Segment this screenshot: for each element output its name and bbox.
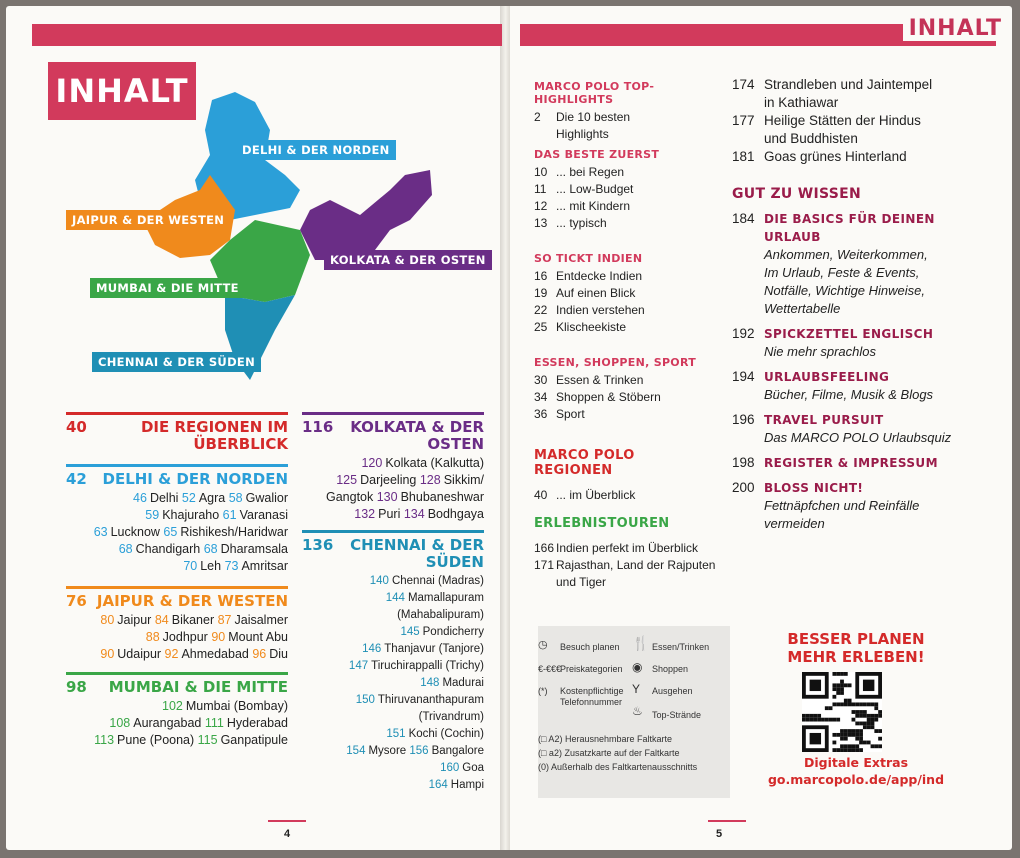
gzw-subtitle: Ankommen, Weiterkommen, — [764, 247, 928, 262]
toc-page-number: 34 — [534, 390, 548, 404]
entry-place-name: Jaisalmer — [234, 613, 288, 627]
entry-page-number: 92 — [164, 647, 179, 661]
gut-zu-wissen-item — [732, 210, 994, 318]
entry-page-number: 154 — [346, 745, 366, 757]
more-tours-entries — [732, 76, 992, 166]
section-so-tickt — [534, 252, 714, 336]
legend-faltkarte-2: (□ a2) Zusatzkarte auf der Faltkarte — [538, 748, 680, 758]
east-title-line2: OSTEN — [427, 435, 484, 453]
gut-zu-wissen-item — [732, 368, 994, 404]
entry-place-name: Gwalior — [245, 491, 288, 505]
toc-row — [534, 285, 714, 302]
entry-place-name: Agra — [198, 491, 229, 505]
region-south — [302, 530, 484, 794]
gzw-title: BLOSS NICHT! — [764, 481, 864, 495]
toc-row — [732, 148, 992, 166]
entry-place-name: Mamallapuram (Mahabalipuram) — [397, 592, 484, 621]
top-highlights-head: MARCO POLO TOP-HIGHLIGHTS — [534, 80, 655, 106]
toc-entry-text: Essen & Trinken — [556, 373, 644, 387]
entry-page-number: 164 — [428, 779, 448, 791]
toc-row — [534, 302, 714, 319]
entry-page-number: 46 — [133, 491, 147, 505]
entry-place-name: Aurangabad — [133, 716, 205, 730]
toc-page-number — [534, 126, 556, 143]
entry-place-name: Pondicherry — [422, 626, 484, 638]
gzw-page-number: 184 — [732, 211, 755, 226]
toc-page-number: 12 — [534, 199, 548, 213]
entry-page-number: 134 — [403, 507, 425, 521]
entry-place-name: Tiruchirappalli (Trichy) — [371, 660, 484, 672]
toc-row — [534, 198, 714, 215]
legend-strand: Top-Strände — [652, 710, 702, 720]
entry-page-number: 150 — [355, 694, 375, 706]
toc-entry-text: ... im Überblick — [556, 488, 636, 502]
entry-page-number: 63 — [93, 525, 108, 539]
toc-page-number: 36 — [534, 407, 548, 421]
entry-page-number: 68 — [118, 542, 133, 556]
toc-page-number — [534, 574, 556, 591]
toc-entry-text: und Buddhisten — [764, 131, 858, 146]
entry-place-name: Darjeeling — [360, 473, 420, 487]
entry-page-number: 128 — [419, 473, 441, 487]
gzw-subtitle: Bücher, Filme, Musik & Blogs — [764, 387, 934, 402]
legend-besuch: Besuch planen — [560, 642, 620, 652]
entry-place-name: Madurai — [442, 677, 484, 689]
toc-entry-text: Klischeekiste — [556, 320, 627, 334]
toc-row — [534, 215, 714, 232]
toc-page-number: 10 — [534, 165, 548, 179]
section-beste-zuerst — [534, 148, 714, 232]
gzw-title: REGISTER & IMPRESSUM — [764, 456, 938, 470]
gzw-title: URLAUB — [764, 230, 821, 244]
entry-page-number: 65 — [163, 525, 178, 539]
entry-page-number: 148 — [420, 677, 440, 689]
toc-row — [534, 164, 714, 181]
region-entry-line — [302, 573, 484, 590]
east-title-line1: KOLKATA & DER — [350, 418, 484, 436]
region-entry-line — [302, 692, 484, 726]
legend-faltkarte-1: (□ A2) Herausnehmbare Faltkarte — [538, 734, 672, 744]
gzw-subtitle: Wettertabelle — [764, 301, 841, 316]
toc-page-number: 16 — [534, 269, 548, 283]
entry-place-name: Jodhpur — [162, 630, 212, 644]
toc-entry-text: Sport — [556, 407, 585, 421]
entry-page-number: 147 — [348, 660, 369, 672]
entry-place-name: Kolkata (Kalkutta) — [385, 456, 484, 470]
gzw-page-number: 198 — [732, 455, 755, 470]
gut-zu-wissen-head: GUT ZU WISSEN — [732, 186, 862, 202]
toc-page-number: 181 — [732, 149, 755, 164]
india-map — [60, 80, 480, 390]
region-entry-line — [66, 732, 288, 749]
toc-row — [732, 76, 992, 94]
toc-page-number: 2 — [534, 110, 541, 124]
toc-row — [534, 389, 714, 406]
region-entry-line — [66, 541, 288, 558]
entry-place-name: Bodhgaya — [427, 507, 484, 521]
legend-faltkarte-3: (0) Außerhalb des Faltkartenausschnitts — [538, 762, 698, 772]
entry-page-number: 58 — [228, 491, 243, 505]
region-north — [66, 464, 288, 575]
region-west — [66, 586, 288, 663]
left-top-bar — [32, 24, 502, 46]
section-regionen — [534, 448, 714, 504]
entry-place-name: Jaipur — [117, 613, 155, 627]
toc-entry-text: Indien verstehen — [556, 303, 645, 317]
entry-page-number: 52 — [181, 491, 196, 505]
legend-essen: Essen/Trinken — [652, 642, 710, 652]
south-title-line1: CHENNAI & DER — [350, 536, 484, 554]
gzw-subtitle: Notfälle, Wichtige Hinweise, — [764, 283, 926, 298]
entry-page-number: 96 — [252, 647, 267, 661]
entry-page-number: 151 — [386, 728, 406, 740]
entry-page-number: 73 — [224, 559, 239, 573]
entry-place-name: Varanasi — [239, 508, 288, 522]
west-title: JAIPUR & DER WESTEN — [96, 592, 288, 610]
entry-page-number: 87 — [217, 613, 232, 627]
beste-zuerst-head: DAS BESTE ZUERST — [534, 148, 660, 161]
region-entry-line — [66, 698, 288, 715]
entry-page-number: 146 — [362, 643, 382, 655]
east-page-number: 116 — [302, 418, 334, 436]
region-middle — [66, 672, 288, 749]
beste-zuerst-rows — [534, 164, 714, 232]
region-entry-line — [302, 743, 484, 777]
entry-place-name: Lucknow — [110, 525, 164, 539]
section-more-tours — [732, 76, 992, 166]
toc-row — [732, 130, 992, 148]
middle-entries — [66, 698, 288, 749]
region-entry-line — [66, 507, 288, 524]
gzw-subtitle: Im Urlaub, Feste & Events, — [764, 265, 920, 280]
entry-place-name: Goa — [462, 762, 484, 774]
toc-entry-text: und Tiger — [556, 575, 607, 589]
right-page-number: 5 — [716, 828, 723, 840]
palm-tree-icon: ♨ — [632, 704, 643, 718]
toc-entry-text: ... Low-Budget — [556, 182, 634, 196]
entry-place-name: Bikaner — [171, 613, 218, 627]
map-label-south: CHENNAI & DER SÜDEN — [92, 352, 261, 372]
legend-preis-symbol: €-€€€ — [538, 664, 562, 674]
region-entry-line — [66, 612, 288, 629]
entry-page-number: 144 — [385, 592, 405, 604]
entry-page-number: 59 — [145, 508, 160, 522]
entry-page-number: 61 — [222, 508, 237, 522]
entry-page-number: 156 — [409, 745, 429, 757]
right-page-number-rule — [708, 820, 746, 822]
entry-place-name: Ganpatipule — [220, 733, 288, 747]
right-page-title: INHALT — [903, 16, 1008, 41]
east-entries — [302, 455, 484, 523]
top-highlights-rows — [534, 109, 714, 143]
gut-zu-wissen-item — [732, 479, 994, 533]
region-entry-line — [302, 489, 484, 506]
west-entries — [66, 612, 288, 663]
entry-place-name: Thanjavur (Tanjore) — [384, 643, 484, 655]
entry-place-name: Gangtok — [326, 490, 377, 504]
toc-entry-text: Shoppen & Stöbern — [556, 390, 661, 404]
entry-place-name: Udaipur — [117, 647, 165, 661]
toc-row — [732, 112, 992, 130]
region-overview — [66, 412, 288, 453]
basket-icon: ◉ — [632, 660, 643, 674]
region-entry-line — [302, 641, 484, 658]
entry-place-name: Mysore — [368, 745, 410, 757]
toc-row — [534, 268, 714, 285]
gzw-page-number: 200 — [732, 480, 755, 495]
entry-page-number: 120 — [361, 456, 383, 470]
entry-page-number: 88 — [145, 630, 160, 644]
region-entry-line — [302, 455, 484, 472]
section-gut-zu-wissen — [732, 186, 994, 540]
map-label-middle: MUMBAI & DIE MITTE — [90, 278, 245, 298]
toc-entry-text: Rajasthan, Land der Rajputen — [556, 558, 716, 572]
gzw-page-number: 192 — [732, 326, 755, 341]
entry-page-number: 90 — [100, 647, 115, 661]
region-entry-line — [66, 715, 288, 732]
toc-page-number: 19 — [534, 286, 548, 300]
entry-place-name: Hyderabad — [226, 716, 288, 730]
so-tickt-head: SO TICKT INDIEN — [534, 252, 643, 265]
essen-rows — [534, 372, 714, 423]
toc-page-number: 25 — [534, 320, 548, 334]
promo-extras — [742, 754, 970, 788]
entry-page-number: 115 — [197, 733, 218, 747]
toc-row — [732, 94, 992, 112]
toc-page-number: 171 — [534, 558, 555, 572]
toc-row — [534, 487, 714, 504]
middle-title: MUMBAI & DIE MITTE — [108, 678, 288, 696]
toc-page-number: 166 — [534, 541, 555, 555]
left-page-number-rule — [268, 820, 306, 822]
gzw-subtitle: Das MARCO POLO Urlaubsquiz — [764, 430, 952, 445]
overview-page-number: 40 — [66, 418, 87, 436]
toc-row — [534, 126, 714, 143]
toc-row — [534, 406, 714, 423]
regionen-rows — [534, 487, 714, 504]
entry-place-name: Thiruvananthapuram (Trivandrum) — [377, 694, 484, 723]
map-label-east: KOLKATA & DER OSTEN — [324, 250, 492, 270]
south-title-line2: SÜDEN — [425, 553, 484, 571]
south-rule — [302, 530, 484, 533]
region-entry-line — [302, 658, 484, 675]
toc-entry-text: Die 10 besten — [556, 110, 631, 124]
promo-url[interactable]: go.marcopolo.de/app/ind — [767, 772, 945, 787]
section-top-highlights — [534, 80, 714, 143]
toc-entry-text: Indien perfekt im Überblick — [556, 541, 699, 555]
entry-page-number: 113 — [94, 733, 115, 747]
legend-ausgehen: Ausgehen — [652, 686, 693, 696]
promo-line-1: BESSER PLANEN — [787, 630, 925, 648]
region-entry-line — [302, 726, 484, 743]
middle-rule — [66, 672, 288, 675]
legend-preis: Preiskategorien — [560, 664, 623, 674]
section-erlebnistouren — [534, 516, 724, 591]
north-rule — [66, 464, 288, 467]
entry-place-name: Rishikesh/Haridwar — [180, 525, 288, 539]
region-east — [302, 412, 484, 523]
entry-page-number: 68 — [203, 542, 218, 556]
clock-icon: ◷ — [538, 639, 548, 651]
toc-entry-text: Goas grünes Hinterland — [764, 149, 907, 164]
toc-page-number: 174 — [732, 77, 755, 92]
erlebnistouren-rows — [534, 540, 724, 591]
middle-page-number: 98 — [66, 678, 87, 696]
section-essen — [534, 356, 714, 423]
entry-page-number: 70 — [183, 559, 198, 573]
toc-page-number: 177 — [732, 113, 755, 128]
toc-row — [534, 181, 714, 198]
erlebnistouren-head: ERLEBNISTOUREN — [534, 516, 670, 531]
entry-place-name: Chennai (Madras) — [391, 575, 484, 587]
toc-entry-text: Entdecke Indien — [556, 269, 643, 283]
essen-head: ESSEN, SHOPPEN, SPORT — [534, 356, 697, 369]
qr-code[interactable] — [802, 672, 882, 752]
toc-page-number: 40 — [534, 488, 548, 502]
north-entries — [66, 490, 288, 575]
toc-entry-text: ... bei Regen — [556, 165, 625, 179]
entry-place-name: Khajuraho — [162, 508, 223, 522]
so-tickt-rows — [534, 268, 714, 336]
legend-kosten-symbol: (*) — [538, 686, 548, 696]
entry-place-name: Ahmedabad — [181, 647, 253, 661]
entry-place-name: Pune (Poona) — [117, 733, 198, 747]
east-rule — [302, 412, 484, 415]
legend-kosten-2: Telefonnummer — [560, 697, 623, 707]
entry-place-name: Leh — [200, 559, 225, 573]
fork-knife-icon: 🍴 — [632, 635, 650, 651]
entry-page-number: 132 — [354, 507, 376, 521]
entry-page-number: 140 — [369, 575, 389, 587]
entry-page-number: 145 — [400, 626, 420, 638]
entry-place-name: Kochi (Cochin) — [408, 728, 484, 740]
page-title: INHALT — [48, 62, 196, 120]
promo-headline — [742, 630, 970, 666]
gzw-page-number: 194 — [732, 369, 755, 384]
overview-title-line2: ÜBERBLICK — [193, 435, 288, 453]
region-entry-line — [302, 506, 484, 523]
entry-place-name: Dharamsala — [220, 542, 288, 556]
toc-page-number: 13 — [534, 216, 548, 230]
entry-place-name: Bangalore — [431, 745, 484, 757]
entry-place-name: Diu — [269, 647, 288, 661]
entry-page-number: 125 — [336, 473, 358, 487]
region-entry-line — [66, 490, 288, 507]
toc-row — [534, 557, 724, 574]
entry-place-name: Mount Abu — [228, 630, 288, 644]
toc-row — [534, 372, 714, 389]
toc-entry-text: Auf einen Blick — [556, 286, 636, 300]
legend-shoppen: Shoppen — [652, 664, 689, 674]
gzw-title: TRAVEL PURSUIT — [764, 413, 884, 427]
digitale-extras-label: Digitale Extras — [803, 755, 909, 770]
entry-place-name: Delhi — [149, 491, 182, 505]
toc-entry-text: in Kathiawar — [764, 95, 839, 110]
regionen-head: MARCO POLO REGIONEN — [534, 448, 635, 478]
north-page-number: 42 — [66, 470, 87, 488]
toc-entry-text: Highlights — [556, 127, 609, 141]
cocktail-icon: Y — [632, 682, 641, 696]
overview-rule — [66, 412, 288, 415]
toc-entry-text: ... mit Kindern — [556, 199, 631, 213]
region-entry-line — [302, 675, 484, 692]
region-entry-line — [66, 646, 288, 663]
toc-page-number: 22 — [534, 303, 548, 317]
entry-place-name: Bhubaneshwar — [400, 490, 484, 504]
region-entry-line — [302, 777, 484, 794]
legend-box — [538, 626, 730, 798]
region-entry-line — [302, 472, 484, 489]
toc-entry-text: Heilige Stätten der Hindus — [764, 113, 921, 128]
toc-entry-text: ... typisch — [556, 216, 607, 230]
gut-zu-wissen-item — [732, 454, 994, 472]
toc-row — [534, 540, 724, 557]
gut-zu-wissen-item — [732, 325, 994, 361]
toc-page-number — [732, 94, 764, 112]
entry-place-name: Hampi — [450, 779, 484, 791]
left-page-number: 4 — [284, 828, 291, 840]
toc-row — [534, 574, 724, 591]
region-entry-line — [302, 624, 484, 641]
entry-place-name: Mumbai (Bombay) — [185, 699, 288, 713]
toc-page-number: 30 — [534, 373, 548, 387]
gut-zu-wissen-list — [732, 210, 994, 533]
region-entry-line — [66, 524, 288, 541]
region-entry-line — [66, 629, 288, 646]
west-rule — [66, 586, 288, 589]
entry-place-name: Chandigarh — [135, 542, 204, 556]
entry-page-number: 108 — [109, 716, 131, 730]
gzw-subtitle: Nie mehr sprachlos — [764, 344, 876, 359]
region-entry-line — [302, 590, 484, 624]
toc-row — [534, 109, 714, 126]
west-page-number: 76 — [66, 592, 87, 610]
entry-page-number: 102 — [162, 699, 183, 713]
entry-page-number: 90 — [211, 630, 226, 644]
gut-zu-wissen-item — [732, 411, 994, 447]
south-entries — [302, 573, 484, 794]
region-entry-line — [66, 558, 288, 575]
map-label-west: JAIPUR & DER WESTEN — [66, 210, 230, 230]
legend-kosten-1: Kostenpflichtige — [560, 686, 624, 696]
north-title: DELHI & DER NORDEN — [102, 470, 288, 488]
toc-row — [534, 319, 714, 336]
overview-title-line1: DIE REGIONEN IM — [140, 418, 288, 436]
entry-page-number: 80 — [100, 613, 115, 627]
toc-page-number: 11 — [534, 182, 547, 196]
toc-entry-text: Strandleben und Jaintempel — [764, 77, 933, 92]
entry-page-number: 111 — [204, 716, 224, 730]
gzw-subtitle: Fettnäpfchen und Reinfälle — [764, 498, 920, 513]
gzw-title: SPICKZETTEL ENGLISCH — [764, 327, 934, 341]
entry-page-number: 84 — [154, 613, 169, 627]
gzw-title: URLAUBSFEELING — [764, 370, 890, 384]
entry-place-name: Puri — [378, 507, 404, 521]
entry-page-number: 160 — [440, 762, 460, 774]
gzw-page-number: 196 — [732, 412, 755, 427]
map-label-north: DELHI & DER NORDEN — [236, 140, 396, 160]
entry-page-number: 130 — [376, 490, 398, 504]
entry-place-name: Amritsar — [241, 559, 288, 573]
promo-line-2: MEHR ERLEBEN! — [787, 648, 925, 666]
gzw-subtitle: vermeiden — [764, 516, 825, 531]
south-page-number: 136 — [302, 536, 334, 554]
gzw-title: DIE BASICS FÜR DEINEN — [764, 212, 935, 226]
entry-place-name: Sikkim/ — [443, 473, 484, 487]
toc-page-number — [732, 130, 764, 148]
region-east-shape — [300, 170, 432, 260]
